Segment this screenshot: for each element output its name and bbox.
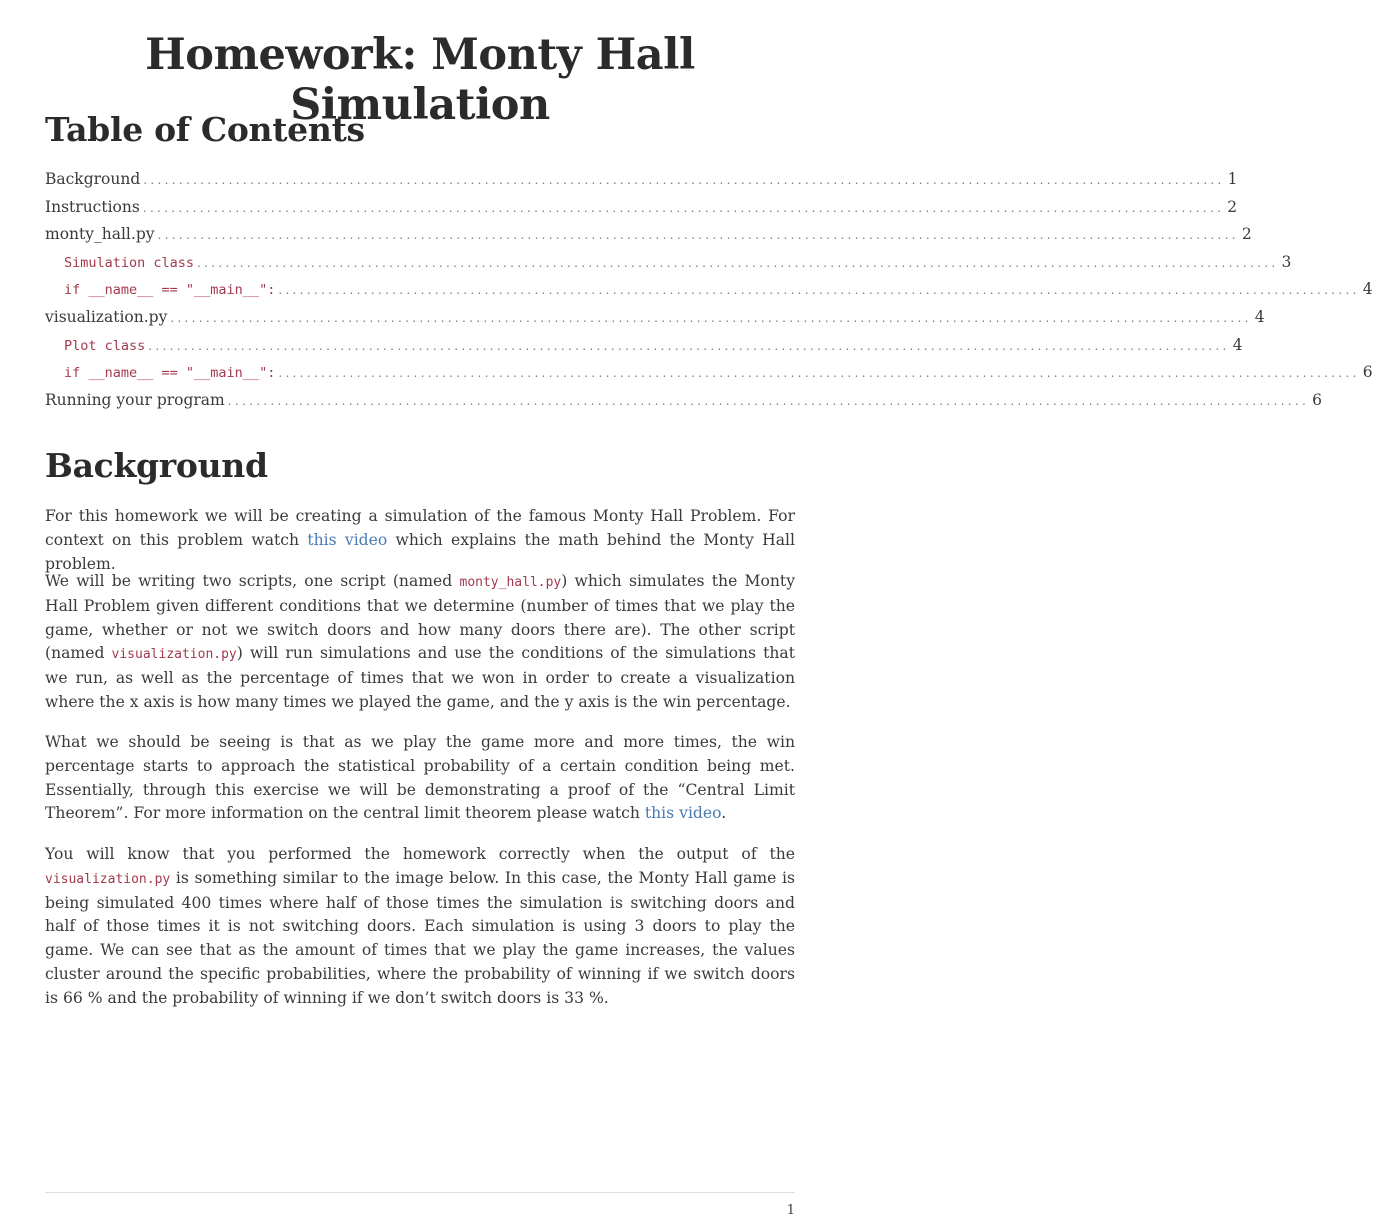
background-paragraph-3 bbox=[45, 731, 795, 826]
toc-leader: ........................................................................................................................................................ bbox=[227, 393, 1310, 408]
background-paragraph-4 bbox=[45, 843, 795, 1011]
toc-entry-main-guard-1[interactable] bbox=[45, 280, 1373, 308]
toc-label: Background bbox=[45, 170, 141, 188]
toc-page: 2 bbox=[1241, 225, 1252, 244]
paragraph-text: which explains the math behind the Monty Hall problem. bbox=[45, 530, 795, 573]
background-heading: Background bbox=[45, 446, 268, 485]
inline-code-monty-hall: monty_hall.py bbox=[459, 575, 562, 590]
paragraph-text: For this homework we will be creating a simulation of the famous Monty Hall Problem. For context on this problem watch bbox=[45, 507, 795, 549]
toc-page: 1 bbox=[1227, 170, 1238, 188]
page-number: 1 bbox=[786, 1203, 795, 1218]
toc-label: Simulation class bbox=[64, 254, 195, 271]
inline-code-visualization: visualization.py bbox=[45, 871, 171, 887]
paragraph-text: ) will run simulations and use the conditions of the simulations that we run, as well as the percentage of times that we won in order to create a visualization where the x axis is how many times we played the game, and the y axis is the win percentage. bbox=[45, 644, 795, 711]
toc-page: 2 bbox=[1227, 197, 1238, 216]
toc-entry-plot-class[interactable] bbox=[45, 335, 1243, 364]
footer-divider bbox=[45, 1192, 795, 1193]
toc-entry-background[interactable] bbox=[45, 170, 1238, 198]
toc-page: 4 bbox=[1362, 280, 1373, 299]
toc-leader: ........................................................................................................................................................ bbox=[148, 338, 1230, 353]
toc-page: 6 bbox=[1312, 390, 1323, 409]
paragraph-text: We will be writing two scripts, one script (named bbox=[45, 572, 460, 590]
document-title: Homework: Monty Hall Simulation bbox=[145, 30, 695, 130]
toc-heading: Table of Contents bbox=[45, 110, 365, 149]
toc-label: monty_hall.py bbox=[45, 225, 155, 244]
toc-entry-instructions[interactable] bbox=[45, 197, 1238, 226]
toc-entry-visualization-py[interactable] bbox=[45, 307, 1265, 336]
toc-label: if __name__ == "__main__": bbox=[64, 282, 276, 299]
paragraph-text: is something similar to the image below. In this case, the Monty Hall game is being simulated 400 times where half of those times the simulation is switching doors and half of those times it is not switching doors. Each simulation is using 3 doors to play the game. We can see that as the amount of times that we play the game increases, the values cluster around the specific probabilities, where the probability of winning if we switch doors is 66 % and the probability of winning if we don’t switch doors is 33 %. bbox=[45, 868, 795, 1007]
paragraph-text: You will know that you performed the homework correctly when the output of the bbox=[45, 845, 795, 863]
inline-code-visualization: visualization.py bbox=[111, 647, 237, 663]
table-of-contents bbox=[45, 170, 1373, 418]
toc-leader: ........................................................................................................................................................ bbox=[278, 366, 1360, 381]
paragraph-text: What we should be seeing is that as we play the game more and more times, the win percentage starts to approach the statistical probability of a certain condition being met. Essentially, through this exercise we will be demonstrating a proof of the “Central Limit Theorem”. For more information on the central limit theorem please watch bbox=[45, 733, 795, 823]
video-link[interactable]: this video bbox=[307, 530, 388, 549]
document-page bbox=[45, 0, 1373, 1228]
toc-page: 3 bbox=[1281, 252, 1292, 271]
toc-leader: ........................................................................................................................................................ bbox=[278, 283, 1360, 298]
toc-label: visualization.py bbox=[45, 307, 168, 326]
paragraph-text: . bbox=[721, 804, 727, 823]
toc-leader: ........................................................................................................................................................ bbox=[143, 173, 1225, 187]
clt-video-link[interactable]: this video bbox=[644, 804, 722, 823]
toc-entry-main-guard-2[interactable] bbox=[45, 363, 1373, 391]
toc-label: Plot class bbox=[64, 337, 146, 354]
toc-entry-simulation-class[interactable] bbox=[45, 252, 1292, 281]
toc-page: 6 bbox=[1362, 363, 1373, 382]
background-paragraph-2 bbox=[45, 570, 795, 715]
toc-entry-running-your-program[interactable] bbox=[45, 390, 1323, 419]
toc-leader: ........................................................................................................................................................ bbox=[197, 255, 1279, 270]
paragraph-text: ) which simulates the Monty Hall Problem given different conditions that we determine (number of times that we play the game, whether or not we switch doors and how many doors there are). The other script (named bbox=[45, 572, 796, 663]
toc-label: if __name__ == "__main__": bbox=[64, 365, 276, 382]
toc-entry-monty-hall-py[interactable] bbox=[45, 225, 1252, 253]
toc-leader: ........................................................................................................................................................ bbox=[170, 310, 1252, 325]
toc-label: Instructions bbox=[45, 197, 140, 216]
toc-page: 4 bbox=[1232, 335, 1243, 354]
toc-label: Running your program bbox=[45, 390, 225, 409]
toc-leader: ........................................................................................................................................................ bbox=[157, 228, 1239, 243]
toc-page: 4 bbox=[1254, 307, 1265, 326]
toc-leader: ........................................................................................................................................................ bbox=[142, 200, 1225, 215]
background-paragraph-1 bbox=[45, 505, 795, 576]
